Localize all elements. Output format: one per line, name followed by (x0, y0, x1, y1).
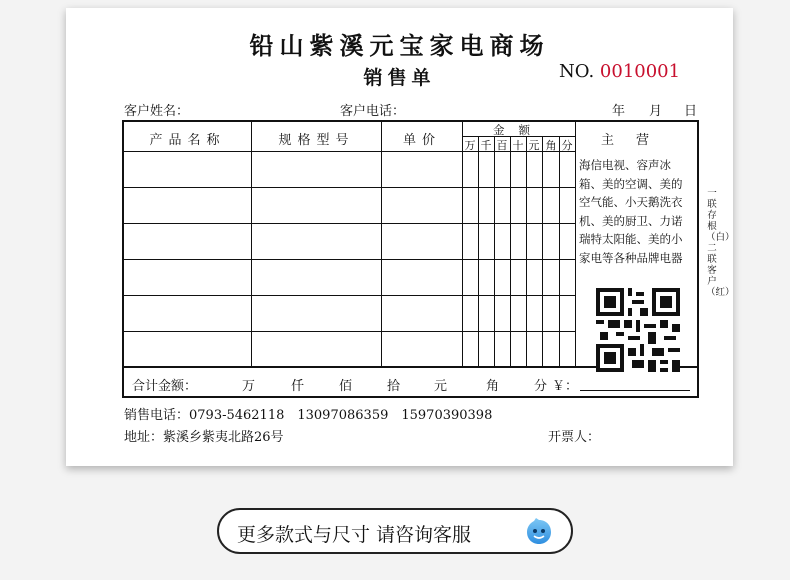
total-unit-qian: 仟 (291, 379, 305, 394)
total-unit-fen: 分 (534, 379, 548, 394)
sales-receipt (66, 8, 733, 466)
receipt-number (559, 61, 680, 82)
total-unit-bai: 佰 (339, 379, 353, 394)
qr-code (596, 288, 680, 372)
col-header-price: 单价 (402, 133, 441, 148)
col-header-product: 产品名称 (149, 133, 226, 148)
chat-bubble-icon (525, 518, 553, 546)
items-table (122, 120, 699, 368)
col-header-model: 规格型号 (278, 133, 355, 148)
total-unit-jiao: 角 (486, 379, 500, 394)
address: 地址：紫溪乡紫夷北路26号 (124, 430, 284, 445)
digit-yuan: 元 (528, 139, 540, 152)
date-year: 年 (612, 104, 626, 119)
total-yen: ￥： (552, 379, 579, 394)
receipt-number-label: NO. (559, 61, 595, 82)
document-title: 销售单 (363, 67, 436, 89)
customer-service-banner[interactable] (217, 508, 573, 554)
receipt-number-value: 0010001 (599, 61, 681, 82)
customer-phone-label: 客户电话： (340, 104, 406, 119)
total-row (122, 368, 699, 398)
total-unit-wan: 万 (242, 379, 256, 394)
digit-shi: 十 (512, 139, 524, 152)
customer-name-label: 客户姓名： (124, 104, 190, 119)
digit-wan: 万 (464, 139, 476, 152)
date-day: 日 (684, 104, 698, 119)
sales-phone: 销售电话：0793-5462118 13097086359 15970390398 (124, 408, 493, 423)
col-header-main: 主营 (600, 133, 671, 148)
total-label: 合计金额： (132, 379, 198, 394)
digit-bai: 百 (496, 139, 508, 152)
total-amount-line (580, 390, 690, 391)
date-month: 月 (649, 104, 663, 119)
digit-qian: 千 (480, 139, 492, 152)
total-unit-yuan: 元 (434, 379, 448, 394)
copy-note: 一联存根（白）二联客户（红） (706, 188, 735, 298)
main-business-text: 海信电视、容声冰箱、美的空调、美的空气能、小天鹅洗衣机、美的厨卫、力诺瑞特太阳能、美的小家电等各种品牌电器 (579, 158, 683, 265)
digit-fen: 分 (561, 139, 573, 152)
banner-text: 更多款式与尺寸 请咨询客服 (237, 524, 472, 546)
issuer-label: 开票人： (548, 430, 601, 445)
total-unit-shi: 拾 (387, 379, 401, 394)
shop-name: 铅山紫溪元宝家电商场 (249, 31, 550, 60)
col-header-amount: 金额 (493, 123, 544, 137)
digit-jiao: 角 (545, 139, 557, 152)
